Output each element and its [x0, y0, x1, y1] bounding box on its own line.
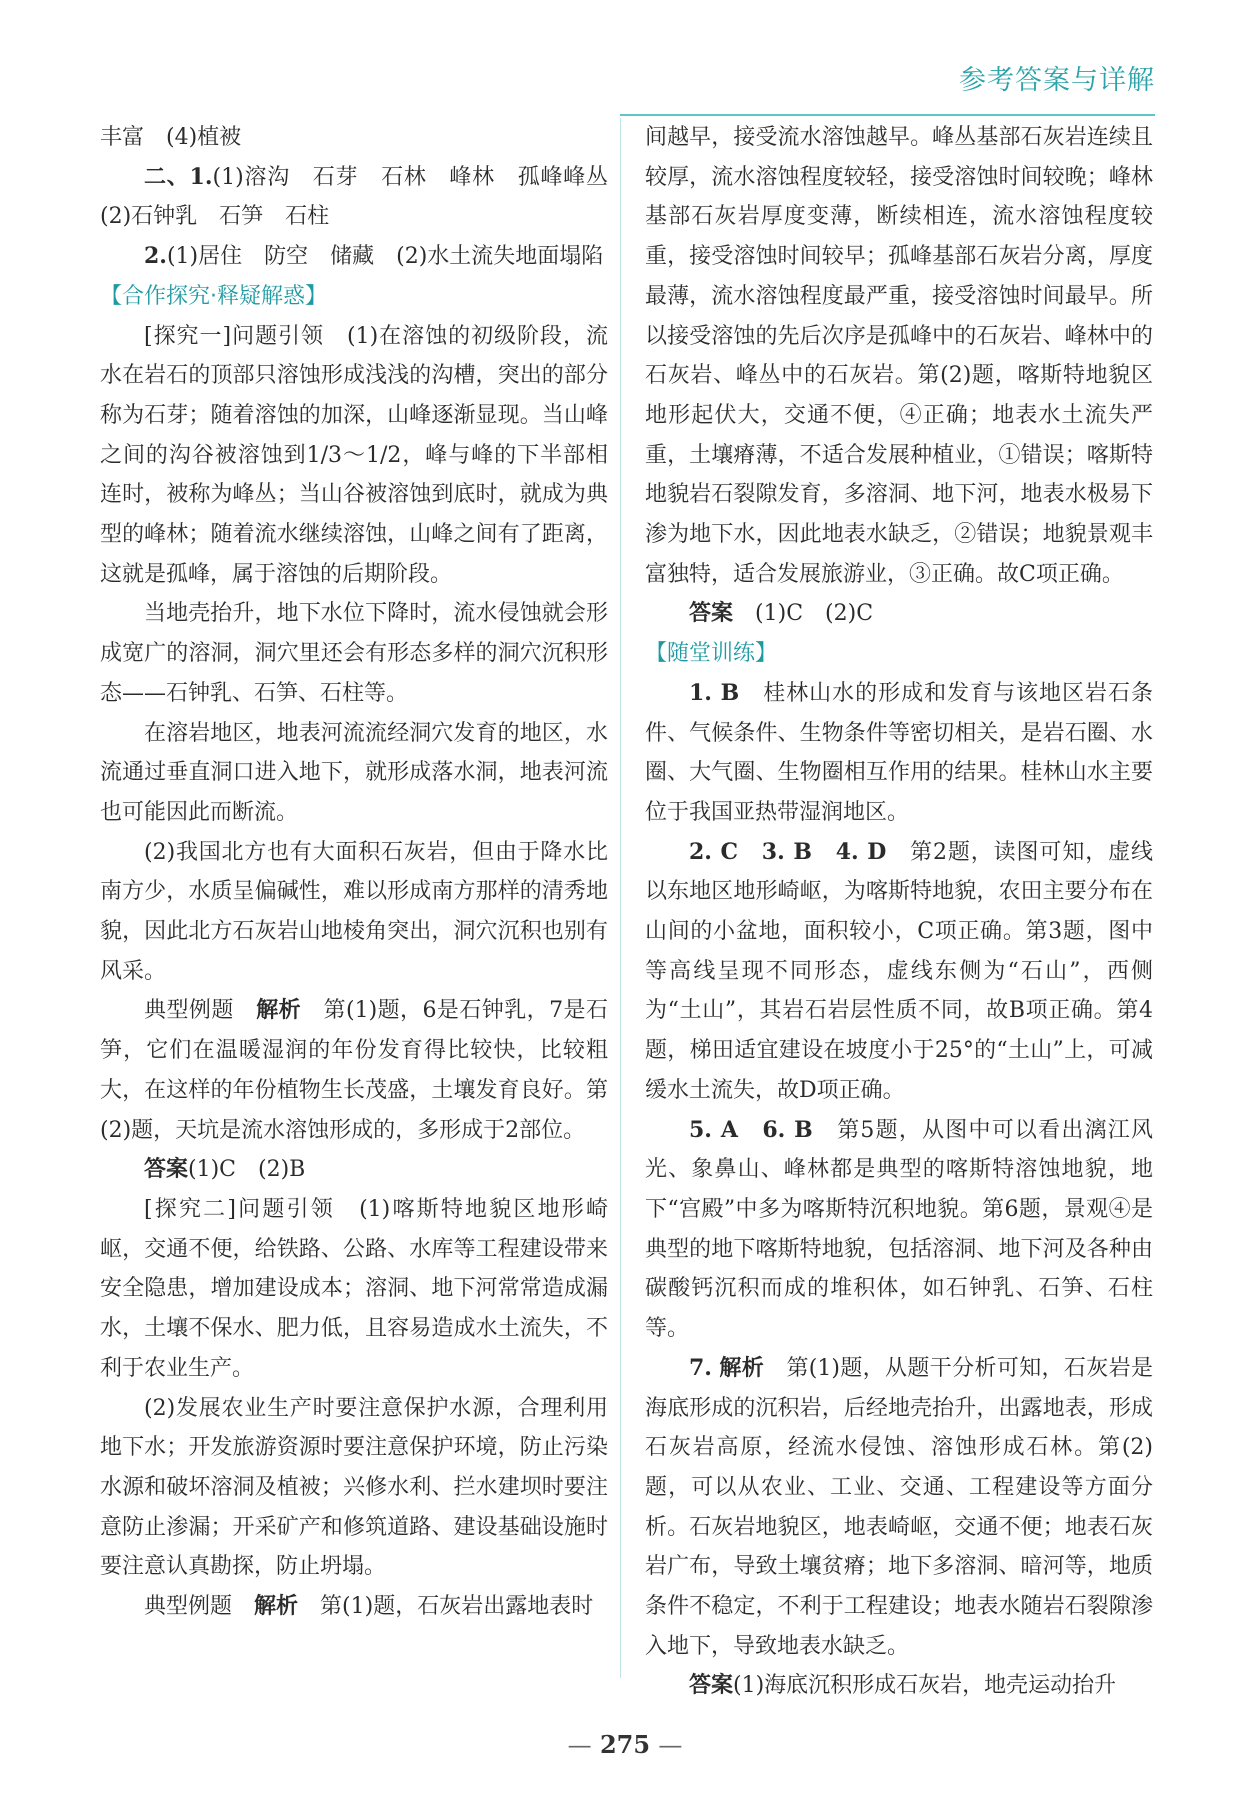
header-title: 参考答案与详解	[959, 65, 1155, 96]
paragraph	[645, 674, 1153, 833]
answer-line	[645, 1666, 1153, 1706]
paragraph: [探究二]问题引领 (1)喀斯特地貌区地形崎岖，交通不便，给铁路、公路、水库等工程建设带来安全隐患，增加建设成本；溶洞、地下河常常造成漏水，土壤不保水、肥力低，且容易造成水土流失，不利于农业生产。	[100, 1196, 608, 1381]
page-number-dash: —	[567, 1731, 592, 1759]
keyword: 答案	[144, 1156, 189, 1183]
paragraph	[100, 991, 608, 1150]
right-column	[645, 118, 1153, 1706]
page-number-value: 275	[599, 1730, 651, 1759]
keyword: 解析	[256, 997, 302, 1024]
answer-text: 丰富 (4)植被	[100, 125, 242, 150]
keyword: 解析	[719, 1354, 765, 1381]
column-divider	[620, 118, 621, 1678]
paragraph	[100, 1587, 608, 1627]
analysis-text: 第(1)题，6是石钟乳，7是石笋，它们在温暖湿润的年份发育得比较快，比较粗大，在这样的年份植物生长茂盛，土壤发育良好。第(2)题，天坑是流水溶蚀形成的，多形成于2部位。	[100, 998, 608, 1143]
question-number: 二、1.	[144, 163, 213, 190]
answer-line	[100, 1150, 608, 1190]
answer-text: (1)C (2)C	[755, 601, 874, 627]
answer-line	[645, 594, 1153, 634]
keyword: 解析	[254, 1593, 299, 1620]
paragraph: [探究一]问题引领 (1)在溶蚀的初级阶段，流水在岩石的顶部只溶蚀形成浅浅的沟槽，突出的部分称为石芽；随着溶蚀的加深，山峰逐渐显现。当山峰之间的沟谷被溶蚀到1/3～1/2，峰与峰的下半部相连时，被称为峰丛；当山谷被溶蚀到底时，就成为典型的峰林；随着流水继续溶蚀，山峰之间有了距离，这就是孤峰，属于溶蚀的后期阶段。	[100, 323, 608, 587]
page-header	[620, 44, 1155, 116]
analysis-text: 第5题，从图中可以看出漓江风光、象鼻山、峰林都是典型的喀斯特溶蚀地貌，地下“宫殿”中多为喀斯特沉积地貌。第6题，景观④是典型的地下喀斯特地貌，包括溶洞、地下河及各种由碳酸钙沉积而成的堆积体，如石钟乳、石笋、石柱等。	[645, 1117, 1153, 1342]
page-number-dash: —	[658, 1731, 683, 1759]
paragraph	[645, 1349, 1153, 1667]
label: 典型例题	[144, 998, 257, 1024]
analysis-text: 第2题，读图可知，虚线以东地区地形崎岖，为喀斯特地貌，农田主要分布在山间的小盆地，面积较小，C项正确。第3题，图中等高线呈现不同形态，虚线东侧为“石山”，西侧为“土山”，其岩石岩层性质不同，故B项正确。第4题，梯田适宜建设在坡度小于25°的“土山”上，可减缓水土流失，故D项正确。	[645, 839, 1153, 1103]
question-number: 5. A 6. B	[689, 1116, 813, 1143]
answer-line	[100, 118, 608, 158]
analysis-text: 第(1)题，石灰岩出露地表时	[320, 1594, 594, 1620]
paragraph: 间越早，接受流水溶蚀越早。峰丛基部石灰岩连续且较厚，流水溶蚀程度较轻，接受溶蚀时间较晚；峰林基部石灰岩厚度变薄，断续相连，流水溶蚀程度较重，接受溶蚀时间较早；孤峰基部石灰岩分离，厚度最薄，流水溶蚀程度最严重，接受溶蚀时间最早。所以接受溶蚀的先后次序是孤峰中的石灰岩、峰林中的石灰岩、峰丛中的石灰岩。第(2)题，喀斯特地貌区地形起伏大，交通不便，④正确；地表水土流失严重，土壤瘠薄，不适合发展种植业，①错误；喀斯特地貌岩石裂隙发育，多溶洞、地下河，地表水极易下渗为地下水，因此地表水缺乏，②错误；地貌景观丰富独特，适合发展旅游业，③正确。故C项正确。	[645, 125, 1153, 587]
paragraph: (2)发展农业生产时要注意保护水源，合理利用地下水；开发旅游资源时要注意保护环境，防止污染水源和破坏溶洞及植被；兴修水利、拦水建坝时要注意防止渗漏；开采矿产和修筑道路、建设基础设施时要注意认真勘探，防止坍塌。	[100, 1395, 608, 1580]
analysis-text: 桂林山水的形成和发育与该地区岩石条件、气候条件、生物条件等密切相关，是岩石圈、水圈、大气圈、生物圈相互作用的结果。桂林山水主要位于我国亚热带湿润地区。	[645, 680, 1153, 825]
question-number: 7.	[689, 1354, 712, 1381]
answer-text: (1)海底沉积形成石灰岩，地壳运动抬升	[733, 1673, 1117, 1699]
answer-line	[100, 237, 608, 277]
paragraph: 当地壳抬升，地下水位下降时，流水侵蚀就会形成宽广的溶洞，洞穴里还会有形态多样的洞穴沉积形态——石钟乳、石笋、石柱等。	[100, 601, 608, 706]
left-column	[100, 118, 631, 1627]
paragraph: 在溶岩地区，地表河流流经洞穴发育的地区，水流通过垂直洞口进入地下，就形成落水洞，地表河流也可能因此而断流。	[100, 720, 608, 825]
page-number	[0, 1730, 1250, 1759]
label: 典型例题	[144, 1594, 255, 1620]
question-number: 1. B	[689, 679, 740, 706]
paragraph	[645, 1111, 1153, 1349]
paragraph: (2)我国北方也有大面积石灰岩，但由于降水比南方少，水质呈偏碱性，难以形成南方那样的清秀地貌，因此北方石灰岩山地棱角突出，洞穴沉积也别有风采。	[100, 839, 608, 984]
answer-line	[100, 158, 631, 237]
paragraph	[645, 833, 1153, 1111]
answer-text: (1)居住 防空 储藏 (2)水土流失地面塌陷	[166, 244, 604, 270]
answer-text: (1)溶沟 石芽 石林 峰林 孤峰峰丛 (2)石钟乳 石笋 石柱	[100, 164, 631, 230]
answer-text: (1)C (2)B	[188, 1157, 306, 1183]
analysis-text: 第(1)题，从题干分析可知，石灰岩是海底形成的沉积岩，后经地壳抬升，出露地表，形成石灰岩高原，经流水侵蚀、溶蚀形成石林。第(2)题，可以从农业、工业、交通、工程建设等方面分析。石灰岩地貌区，地表崎岖，交通不便；地表石灰岩广布，导致土壤贫瘠；地下多溶洞、暗河等，地质条件不稳定，不利于工程建设；地表水随岩石裂隙渗入地下，导致地表水缺乏。	[645, 1355, 1153, 1659]
question-number: 2. C 3. B 4. D	[689, 838, 887, 865]
section-heading: 【合作探究·释疑解惑】	[100, 283, 327, 309]
keyword: 答案	[689, 600, 734, 627]
keyword: 答案	[689, 1672, 734, 1699]
question-number: 2.	[144, 243, 167, 270]
section-heading: 【随堂训练】	[645, 641, 778, 667]
